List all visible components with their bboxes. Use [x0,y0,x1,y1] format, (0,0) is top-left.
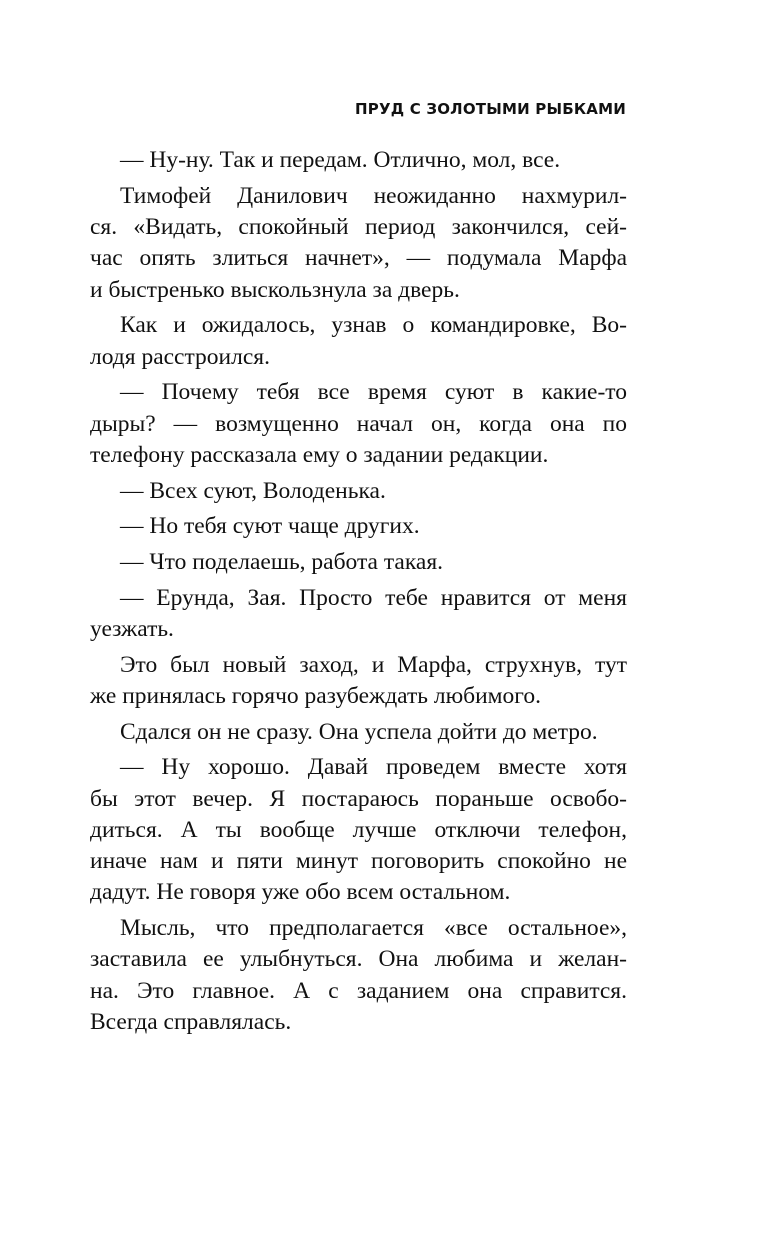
text-line: дадут. Не говоря уже обо всем остальном. [90,879,511,906]
text-line: — Ну хорошо. Давай проведем вместе хотя [120,754,627,781]
text-line: дыры? — возмущенно начал он, когда она по [90,410,627,437]
text-line: Как и ожидалось, узнав о командировке, Во- [120,312,627,339]
text-line: иначе нам и пяти минут поговорить спокойно не [90,848,627,875]
text-line: Всегда справлялась. [90,1009,292,1036]
text-line: бы этот вечер. Я постараюсь пораньше освобо- [90,785,627,812]
paragraph [90,752,627,908]
paragraph [90,377,627,471]
paragraph [90,717,627,748]
text-line: — Но тебя суют чаще других. [120,513,420,540]
text-line: на. Это главное. А с заданием она справится. [90,977,627,1004]
text-line: диться. А ты вообще лучше отключи телефон, [90,816,627,843]
text-line: ся. «Видать, спокойный период закончился, сей- [90,213,627,240]
paragraph [90,650,627,713]
text-line: Мысль, что предполагается «все остальное», [120,915,627,942]
text-line: Сдался он не сразу. Она успела дойти до метро. [120,718,598,745]
text-line: — Почему тебя все время суют в какие-то [120,379,627,406]
text-line: Это был новый заход, и Марфа, струхнув, тут [120,651,627,678]
paragraph [90,511,627,542]
text-line: Тимофей Данилович неожиданно нахмурил- [120,182,627,209]
paragraph [90,476,627,507]
text-line: лодя расстроился. [90,343,270,370]
text-line: же принялась горячо разубеждать любимого. [90,682,541,709]
paragraph [90,145,627,176]
paragraph [90,181,627,306]
text-line: телефону рассказала ему о задании редакции. [90,441,549,468]
text-line: — Что поделаешь, работа такая. [120,548,444,575]
text-line: уезжать. [90,615,174,642]
text-line: и быстренько выскользнула за дверь. [90,276,460,303]
text-line: — Всех суют, Володенька. [120,477,386,504]
paragraph [90,547,627,578]
text-line: час опять злиться начнет», — подумала Марфа [90,245,627,272]
body-text [90,145,627,1043]
paragraph [90,310,627,373]
text-line: заставила ее улыбнуться. Она любима и желан- [90,946,627,973]
paragraph [90,583,627,646]
text-line: — Ну-ну. Так и передам. Отлично, мол, все. [120,147,561,173]
paragraph [90,913,627,1038]
text-line: — Ерунда, Зая. Просто тебе нравится от меня [120,584,627,611]
running-head: ПРУД С ЗОЛОТЫМИ РЫБКАМИ [355,100,626,118]
